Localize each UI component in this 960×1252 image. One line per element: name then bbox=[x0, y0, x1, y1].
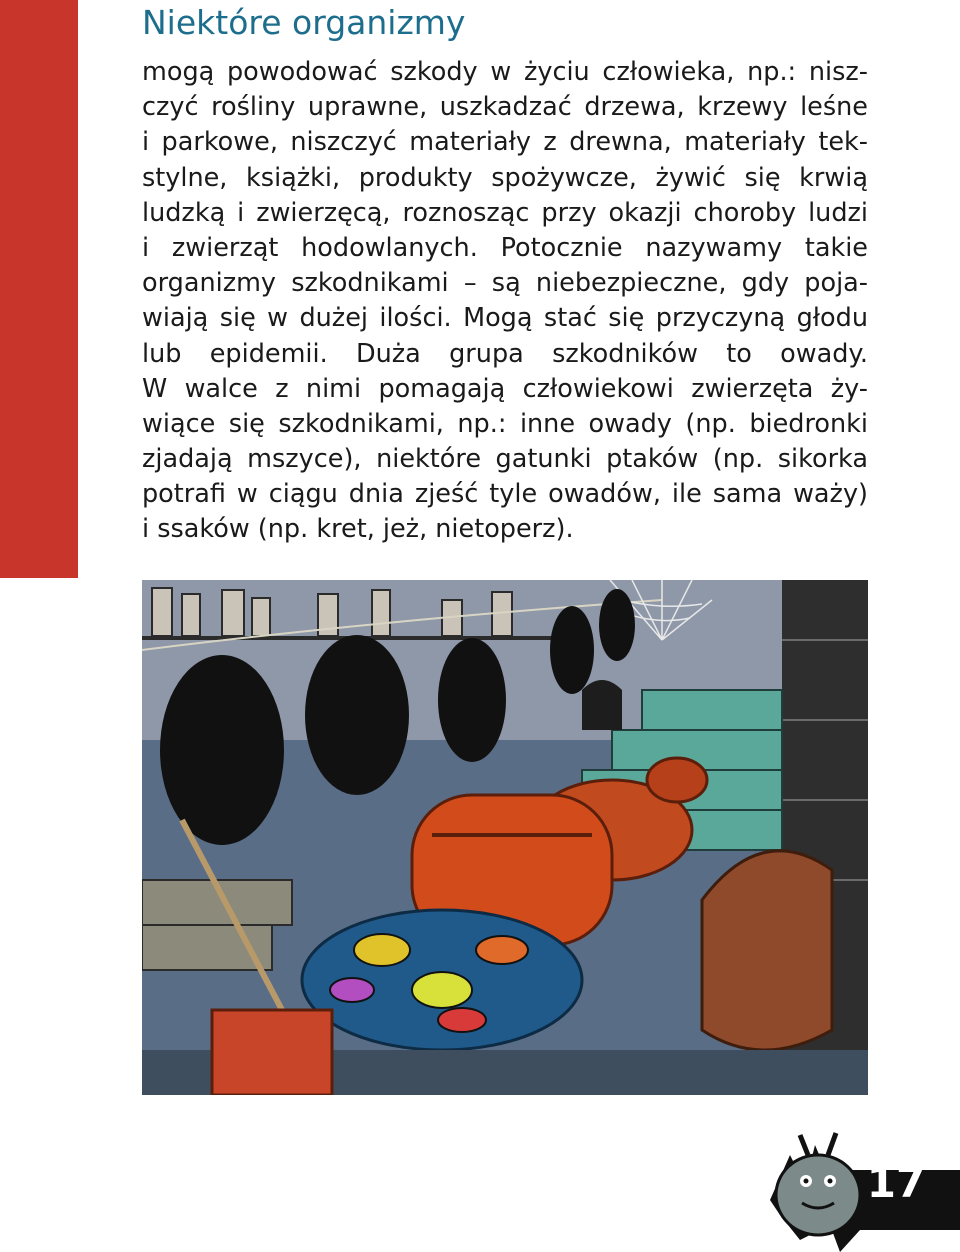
text-line: i parkowe, niszczyć materiały z drewna, materiały tek- bbox=[142, 127, 868, 158]
text-line: potrafi w ciągu dnia zjeść tyle owadów, ile sama waży) bbox=[142, 479, 868, 510]
text-line: wiące się szkodnikami, np.: inne owady (np. biedronki bbox=[142, 408, 868, 439]
body-paragraph bbox=[142, 55, 868, 548]
text-line: i zwierząt hodowlanych. Potocznie nazywamy takie bbox=[142, 232, 868, 263]
bats-in-cellar-illustration bbox=[142, 580, 868, 1095]
text-line: W walce z nimi pomagają człowiekowi zwierzęta ży- bbox=[142, 373, 868, 404]
text-line: i ssaków (np. kret, jeż, nietoperz). bbox=[142, 514, 574, 545]
text-line: organizmy szkodnikami – są niebezpieczne, gdy poja- bbox=[142, 268, 868, 299]
page-number: 17 bbox=[866, 1158, 926, 1207]
section-heading: Niektóre organizmy bbox=[142, 3, 466, 42]
text-line: mogą powodować szkody w życiu człowieka, np.: nisz- bbox=[142, 57, 868, 87]
text-line: czyć rośliny uprawne, uszkadzać drzewa, krzewy leśne bbox=[142, 92, 868, 123]
text-line: zjadają mszyce), niektóre gatunki ptaków (np. sikorka bbox=[142, 444, 868, 475]
side-color-band bbox=[0, 0, 78, 578]
text-line: lub epidemii. Duża grupa szkodników to owady. bbox=[142, 338, 868, 369]
text-line: stylne, książki, produkty spożywcze, żywić się krwią bbox=[142, 162, 868, 193]
text-line: ludzką i zwierzęcą, roznosząc przy okazji choroby ludzi bbox=[142, 197, 868, 228]
text-line: wiają się w dużej ilości. Mogą stać się przyczyną głodu bbox=[142, 303, 868, 334]
